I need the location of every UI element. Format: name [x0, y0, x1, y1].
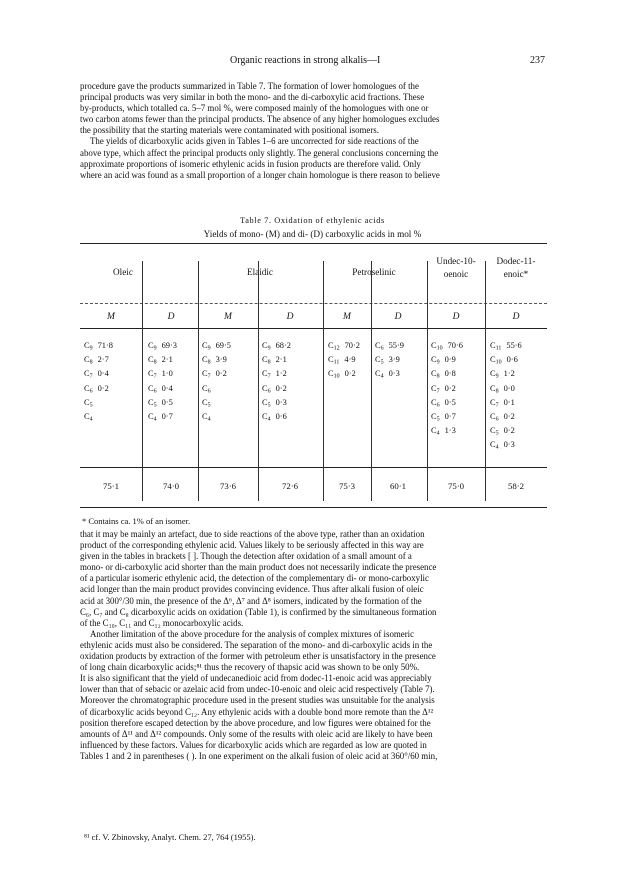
- text-line: of the C₁₀, C₁₁ and C₁₂ monocarboxylic acids.: [80, 617, 244, 628]
- acid-header-undecenoic: Undec-10- oenoic: [436, 256, 476, 279]
- table-cell: $C_4$ 0·3: [490, 440, 515, 451]
- text-line: The yields of dicarboxylic acids given in Tables 1–6 are uncorrected for side reactions of the: [90, 136, 419, 147]
- text-line: of long chain dicarboxylic acids;⁸¹ thus the recovery of thapsic acid was shown to be only 50%.: [80, 662, 420, 673]
- cell-value: 0·3: [388, 369, 400, 379]
- cell-value: 0·2: [444, 383, 456, 393]
- cell-value: 0·2: [97, 383, 109, 393]
- table-cell: $C_9$ 69·5: [202, 341, 231, 352]
- table-cell: $C_8$ 3·9: [202, 355, 227, 366]
- total-value: 74·0: [162, 481, 180, 491]
- table-cell: $C_5$ 3·9: [375, 355, 400, 366]
- text-line: two carbon atoms fewer than the principal products. The absence of any higher homologues excludes: [80, 114, 440, 125]
- table-caption: Table 7. Oxidation of ethylenic acids: [240, 216, 385, 225]
- total-value: 75·1: [102, 481, 120, 491]
- cell-value: 2·1: [275, 355, 287, 365]
- table-cell: $C_{10}$ 0·2: [328, 369, 356, 380]
- text-line: by-products, which totalled ca. 5–7 mol %, were composed mainly of the homologues with one or: [80, 103, 429, 114]
- cell-value: 0·3: [503, 440, 515, 450]
- text-line: the possibility that the starting materials were contaminated with positional isomers.: [80, 125, 379, 136]
- text-line: principal products was very similar in both the mono- and the di-carboxylic acid fractions. These: [80, 92, 425, 103]
- table-column-divider: [485, 261, 486, 501]
- md-column-header: D: [394, 312, 402, 322]
- cell-value: 0·7: [444, 412, 456, 421]
- table-cell: $C_6$ 0·2: [84, 383, 109, 395]
- table-cell: $C_7$ 0·2: [431, 383, 456, 395]
- table-rule-bottom: [80, 507, 547, 508]
- text-line: influenced by these factors. Values for dicarboxylic acids which are regarded as low are quoted in: [80, 739, 427, 750]
- text-line: approximate proportions of isomeric ethylenic acids in fusion products are therefore valid. Only: [80, 158, 421, 169]
- cell-value: 71·8: [97, 341, 113, 350]
- acid-header-elaidic: Elaidic: [246, 267, 274, 277]
- cell-value: 55·6: [506, 341, 522, 350]
- table-cell: $C_8$ 0·8: [431, 369, 456, 380]
- total-value: 60·1: [389, 481, 407, 491]
- table-cell: $C_{12}$ 70·2: [328, 341, 360, 352]
- total-value: 75·0: [447, 481, 465, 491]
- cell-value: 0·7: [161, 412, 173, 421]
- cell-value: 0·0: [503, 383, 515, 393]
- cell-value: 3·9: [215, 355, 227, 365]
- table-cell: $C_6$: [202, 383, 211, 395]
- table-cell: $C_6$ 0·4: [148, 383, 173, 395]
- cell-value: 1·0: [161, 369, 173, 379]
- acid-header-oleic: Oleic: [113, 267, 133, 277]
- text-line: Another limitation of the above procedure for the analysis of complex mixtures of isomeric: [90, 628, 415, 639]
- md-column-header: D: [452, 312, 460, 322]
- acid-header-dodecenoic: Dodec-11- enoic*: [496, 256, 536, 279]
- table-column-divider: [142, 261, 143, 501]
- cell-value: 0·2: [215, 369, 227, 379]
- table-cell: $C_8$ 0·0: [490, 383, 515, 395]
- table-cell: $C_6$ 0·2: [490, 412, 515, 423]
- total-value: 72·6: [281, 481, 299, 491]
- table-cell: $C_9$ 71·8: [84, 341, 113, 352]
- cell-value: 0·1: [503, 397, 515, 407]
- table-cell: $C_7$ 0·1: [490, 397, 515, 409]
- cell-value: 0·9: [444, 355, 456, 365]
- text-line: oxidation products by extraction of the former with petroleum ether is unsatisfactory in the presence: [80, 651, 436, 662]
- table-cell: $C_4$ 1·3: [431, 426, 456, 437]
- cell-value: 70·2: [344, 341, 360, 350]
- cell-value: 0·4: [97, 369, 109, 379]
- cell-value: 0·2: [503, 426, 515, 436]
- table-cell: $C_4$ 0·6: [262, 412, 287, 423]
- cell-value: 1·2: [275, 369, 287, 379]
- table-cell: $C_5$ 0·5: [148, 397, 173, 409]
- table-footnote: * Contains ca. 1% of an isomer.: [82, 516, 191, 526]
- table-cell: $C_{11}$ 55·6: [490, 341, 522, 352]
- table-cell: $C_4$: [84, 412, 93, 423]
- text-line: position therefore escaped detection by the above procedure, and low figures were obtained for the: [80, 717, 431, 728]
- cell-value: 0·3: [275, 397, 287, 407]
- md-column-header: M: [107, 312, 115, 322]
- text-line: above type, which affect the principal products only slightly. The general conclusions concerning the: [80, 147, 439, 158]
- table-cell: $C_9$ 68·2: [262, 341, 291, 352]
- cell-value: 68·2: [275, 341, 291, 350]
- table-cell: $C_5$ 0·3: [262, 397, 287, 409]
- table-cell: $C_8$ 2·1: [262, 355, 287, 366]
- table-cell: $C_4$ 0·3: [375, 369, 400, 380]
- page-number: 237: [530, 55, 545, 66]
- table-cell: $C_5$: [202, 397, 211, 409]
- cell-value: 0·6: [275, 412, 287, 421]
- table-rule-top: [80, 243, 547, 244]
- table-cell: $C_5$ 0·7: [431, 412, 456, 423]
- table-cell: $C_9$ 69·3: [148, 341, 177, 352]
- table-column-divider: [258, 261, 259, 501]
- table-cell: $C_5$ 0·2: [490, 426, 515, 437]
- table-rule-totals: [80, 467, 547, 468]
- table-cell: $C_6$ 0·2: [262, 383, 287, 395]
- paragraph-2: [80, 529, 545, 762]
- cell-value: 0·6: [506, 355, 518, 365]
- table-cell: $C_{10}$ 70·6: [431, 341, 463, 352]
- text-line: amounts of Δ¹¹ and Δ¹² compounds. Only some of the results with oleic acid are likely to have been: [80, 728, 433, 739]
- cell-value: 1·2: [503, 369, 515, 379]
- cell-value: 0·2: [344, 369, 356, 379]
- text-line: mono- or di-carboxylic acid shorter than the main product does not necessarily indicate the presence: [80, 562, 437, 573]
- table-column-divider: [198, 261, 199, 501]
- table-cell: $C_9$ 1·2: [490, 369, 515, 380]
- text-line: lower than that of sebacic or azelaic acid from undec-10-enoic and oleic acid respectively (Table 7).: [80, 684, 435, 695]
- text-line: ethylenic acids must also be considered. The separation of the mono- and di-carboxylic acids in the: [80, 639, 433, 650]
- table-cell: $C_7$ 1·0: [148, 369, 173, 380]
- table-cell: $C_{10}$ 0·6: [490, 355, 518, 366]
- table-column-divider: [371, 261, 372, 501]
- table-rule-dashed: [80, 303, 547, 304]
- table-cell: $C_6$ 55·9: [375, 341, 404, 352]
- table-cell: $C_8$ 2·1: [148, 355, 173, 366]
- cell-value: 70·6: [447, 341, 463, 350]
- table-column-divider: [427, 261, 428, 501]
- cell-value: 0·2: [503, 412, 515, 421]
- text-line: It is also significant that the yield of undecanedioic acid from dodec-11-enoic acid was appreciably: [80, 673, 432, 684]
- cell-value: 69·5: [215, 341, 231, 350]
- footnote-reference: ⁸¹ cf. V. Zbinovsky, Analyt. Chem. 27, 764 (1955).: [84, 832, 256, 842]
- cell-value: 0·8: [444, 369, 456, 379]
- table-cell: $C_7$ 0·4: [84, 369, 109, 380]
- table-cell: $C_5$: [84, 397, 93, 409]
- cell-value: 2·1: [161, 355, 173, 365]
- cell-value: 55·9: [388, 341, 404, 350]
- table-cell: $C_{11}$ 4·9: [328, 355, 356, 366]
- text-line: acid at 300°/30 min, the presence of the Δ⁶, Δ⁷ and Δ⁸ isomers, indicated by the formation of the: [80, 595, 422, 606]
- cell-value: 69·3: [161, 341, 177, 350]
- table-column-divider: [323, 261, 324, 501]
- text-line: Tables 1 and 2 in parentheses ( ). In one experiment on the alkali fusion of oleic acid at 360°/60 min,: [80, 750, 438, 761]
- cell-value: 4·9: [344, 355, 356, 365]
- total-value: 75·3: [338, 481, 356, 491]
- cell-value: 0·5: [161, 397, 173, 407]
- cell-value: 3·9: [388, 355, 400, 365]
- text-line: where an acid was found as a small proportion of a longer chain homologue is there reason to believe: [80, 169, 440, 180]
- table-cell: $C_7$ 0·2: [202, 369, 227, 380]
- text-line: procedure gave the products summarized in Table 7. The formation of lower homologues of the: [80, 81, 419, 91]
- text-line: C₆, C₇ and C₈ dicarboxylic acids on oxidation (Table 1), is confirmed by the simultaneous formation: [80, 606, 437, 617]
- cell-value: 2·7: [97, 355, 109, 365]
- md-column-header: D: [512, 312, 520, 322]
- text-line: product of the corresponding ethylenic acid. Values likely to be seriously affected in this way are: [80, 540, 424, 551]
- data-table: [80, 243, 547, 508]
- table-cell: $C_7$ 1·2: [262, 369, 287, 380]
- md-column-header: M: [343, 312, 351, 322]
- text-line: of dicarboxylic acids beyond C₁₂. Any ethylenic acids with a double bond more remote than the Δ¹²: [80, 706, 434, 717]
- table-cell: $C_4$ 0·7: [148, 412, 173, 423]
- total-value: 73·6: [219, 481, 237, 491]
- table-rule-header: [80, 328, 547, 329]
- text-line: acid longer than the main product provides convincing evidence. Thus after alkali fusion of oleic: [80, 584, 424, 595]
- cell-value: 0·5: [444, 397, 456, 407]
- acid-header-petroselinic: Petroselinic: [352, 267, 396, 277]
- table-cell: $C_8$ 2·7: [84, 355, 109, 366]
- running-title: Organic reactions in strong alkalis—I: [230, 55, 381, 66]
- table-cell: $C_4$: [202, 412, 211, 423]
- text-line: given in the tables in brackets [ ]. Though the detection after oxidation of a small amount of a: [80, 551, 412, 562]
- running-header: [80, 55, 545, 69]
- text-line: that it may be mainly an artefact, due to side reactions of the above type, rather than an oxidation: [80, 529, 425, 539]
- cell-value: 1·3: [444, 426, 456, 436]
- table-subcaption: Yields of mono- (M) and di- (D) carboxylic acids in mol %: [203, 229, 422, 239]
- table-cell: $C_6$ 0·5: [431, 397, 456, 409]
- total-value: 58·2: [507, 481, 525, 491]
- md-column-header: D: [167, 312, 175, 322]
- md-column-header: M: [224, 312, 232, 322]
- cell-value: 0·2: [275, 383, 287, 393]
- paragraph-1: [80, 81, 545, 181]
- md-column-header: D: [286, 312, 294, 322]
- text-line: of a particular isomeric ethylenic acid, the detection of the complementary di- or mono-carboxylic: [80, 573, 429, 584]
- table-cell: $C_9$ 0·9: [431, 355, 456, 366]
- cell-value: 0·4: [161, 383, 173, 393]
- text-line: Moreover the chromatographic procedure used in the present studies was unsuitable for the analysis: [80, 695, 435, 706]
